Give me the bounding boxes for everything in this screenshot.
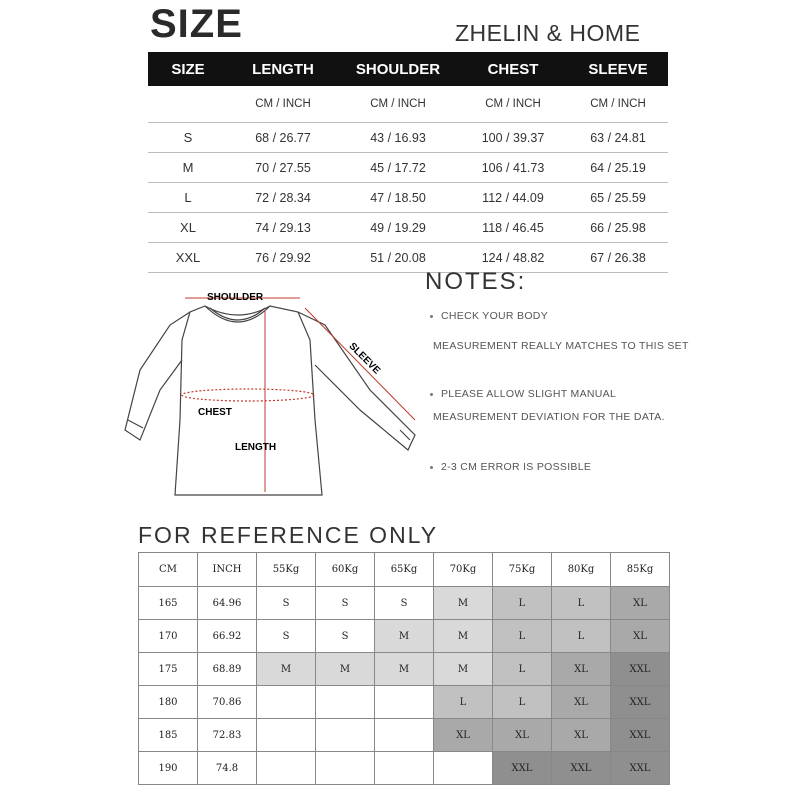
- unit-cell: CM / INCH: [228, 86, 338, 123]
- reference-row: [139, 620, 670, 653]
- size-cell: S: [148, 123, 228, 153]
- size-recommendation-cell: [316, 719, 375, 752]
- size-row: [148, 183, 668, 213]
- measurement-cell: 106 / 41.73: [458, 153, 568, 183]
- unit-cell: CM / INCH: [568, 86, 668, 123]
- size-row: [148, 243, 668, 273]
- measurement-cell: 43 / 16.93: [338, 123, 458, 153]
- measurement-cell: 66 / 25.98: [568, 213, 668, 243]
- size-recommendation-cell: XL: [434, 719, 493, 752]
- size-recommendation-cell: L: [493, 653, 552, 686]
- note-line: [433, 411, 665, 423]
- size-recommendation-cell: XXL: [611, 752, 670, 785]
- measurement-cell: 67 / 26.38: [568, 243, 668, 273]
- height-cell: 64.96: [198, 587, 257, 620]
- size-recommendation-cell: S: [375, 587, 434, 620]
- size-recommendation-cell: M: [375, 620, 434, 653]
- unit-row: [148, 86, 668, 123]
- size-recommendation-cell: XXL: [611, 719, 670, 752]
- note-line: [430, 388, 616, 400]
- shoulder-label: SHOULDER: [207, 292, 264, 303]
- size-recommendation-cell: [257, 752, 316, 785]
- reference-header-cell: CM: [139, 553, 198, 587]
- size-recommendation-cell: XL: [493, 719, 552, 752]
- size-recommendation-cell: S: [316, 620, 375, 653]
- reference-title: FOR REFERENCE ONLY: [138, 522, 439, 548]
- size-cell: XL: [148, 213, 228, 243]
- reference-header-cell: 55Kg: [257, 553, 316, 587]
- bullet-icon: [430, 466, 433, 469]
- note-text: CHECK YOUR BODY: [441, 310, 548, 322]
- height-cell: 185: [139, 719, 198, 752]
- reference-row: [139, 587, 670, 620]
- measurement-cell: 47 / 18.50: [338, 183, 458, 213]
- unit-cell: [148, 86, 228, 123]
- measurement-cell: 72 / 28.34: [228, 183, 338, 213]
- size-recommendation-cell: [316, 752, 375, 785]
- height-cell: 165: [139, 587, 198, 620]
- page-title: SIZE: [150, 2, 243, 46]
- header-chest: CHEST: [458, 52, 568, 86]
- measurement-cell: 68 / 26.77: [228, 123, 338, 153]
- size-row: [148, 213, 668, 243]
- size-recommendation-cell: L: [493, 686, 552, 719]
- header-shoulder: SHOULDER: [338, 52, 458, 86]
- size-recommendation-cell: M: [434, 587, 493, 620]
- size-recommendation-cell: XXL: [611, 653, 670, 686]
- note-text: MEASUREMENT DEVIATION FOR THE DATA.: [433, 411, 665, 423]
- reference-header-row: [139, 553, 670, 587]
- height-cell: 70.86: [198, 686, 257, 719]
- height-cell: 74.8: [198, 752, 257, 785]
- reference-table: [138, 552, 670, 785]
- size-recommendation-cell: XXL: [493, 752, 552, 785]
- size-cell: M: [148, 153, 228, 183]
- size-recommendation-cell: XL: [552, 719, 611, 752]
- measurement-cell: 124 / 48.82: [458, 243, 568, 273]
- measurement-cell: 118 / 46.45: [458, 213, 568, 243]
- header-length: LENGTH: [228, 52, 338, 86]
- reference-header-cell: 75Kg: [493, 553, 552, 587]
- brand-name: ZHELIN & HOME: [455, 20, 641, 46]
- size-recommendation-cell: [375, 752, 434, 785]
- reference-header-cell: 70Kg: [434, 553, 493, 587]
- size-recommendation-cell: S: [257, 620, 316, 653]
- size-recommendation-cell: S: [316, 587, 375, 620]
- note-text: 2-3 CM ERROR IS POSSIBLE: [441, 461, 592, 473]
- size-recommendation-cell: [257, 719, 316, 752]
- size-recommendation-cell: L: [493, 620, 552, 653]
- height-cell: 170: [139, 620, 198, 653]
- note-text: PLEASE ALLOW SLIGHT MANUAL: [441, 388, 617, 400]
- size-recommendation-cell: XXL: [552, 752, 611, 785]
- size-recommendation-cell: M: [434, 653, 493, 686]
- size-recommendation-cell: L: [552, 620, 611, 653]
- size-recommendation-cell: [316, 686, 375, 719]
- size-recommendation-cell: L: [434, 686, 493, 719]
- size-cell: XXL: [148, 243, 228, 273]
- height-cell: 175: [139, 653, 198, 686]
- height-cell: 72.83: [198, 719, 257, 752]
- note-line: [430, 310, 548, 322]
- measurement-cell: 100 / 39.37: [458, 123, 568, 153]
- reference-header-cell: 60Kg: [316, 553, 375, 587]
- size-chart-table: [148, 52, 668, 273]
- size-recommendation-cell: M: [257, 653, 316, 686]
- measurement-cell: 64 / 25.19: [568, 153, 668, 183]
- size-recommendation-cell: XXL: [611, 686, 670, 719]
- reference-row: [139, 719, 670, 752]
- size-recommendation-cell: [257, 686, 316, 719]
- length-label: LENGTH: [235, 442, 277, 453]
- chest-label: CHEST: [198, 407, 232, 418]
- size-recommendation-cell: [375, 719, 434, 752]
- height-cell: 66.92: [198, 620, 257, 653]
- reference-row: [139, 752, 670, 785]
- size-recommendation-cell: XL: [611, 587, 670, 620]
- size-recommendation-cell: L: [552, 587, 611, 620]
- reference-header-cell: 85Kg: [611, 553, 670, 587]
- measurement-cell: 63 / 24.81: [568, 123, 668, 153]
- measurement-cell: 70 / 27.55: [228, 153, 338, 183]
- measurement-cell: 45 / 17.72: [338, 153, 458, 183]
- measurement-cell: 74 / 29.13: [228, 213, 338, 243]
- height-cell: 190: [139, 752, 198, 785]
- note-line: [433, 340, 689, 352]
- measurement-cell: 49 / 19.29: [338, 213, 458, 243]
- size-recommendation-cell: M: [434, 620, 493, 653]
- size-recommendation-cell: M: [316, 653, 375, 686]
- size-chart-header-row: [148, 52, 668, 86]
- size-recommendation-cell: XL: [552, 653, 611, 686]
- measurement-cell: 65 / 25.59: [568, 183, 668, 213]
- sleeve-arrow: [305, 308, 415, 420]
- bullet-icon: [430, 393, 433, 396]
- height-cell: 68.89: [198, 653, 257, 686]
- shirt-diagram: [110, 280, 420, 510]
- size-cell: L: [148, 183, 228, 213]
- size-row: [148, 123, 668, 153]
- measurement-cell: 76 / 29.92: [228, 243, 338, 273]
- sleeve-label: SLEEVE: [346, 340, 383, 377]
- note-line: [430, 461, 591, 473]
- size-recommendation-cell: XL: [552, 686, 611, 719]
- unit-cell: CM / INCH: [458, 86, 568, 123]
- reference-header-cell: 65Kg: [375, 553, 434, 587]
- size-recommendation-cell: L: [493, 587, 552, 620]
- size-recommendation-cell: [375, 686, 434, 719]
- header-size: SIZE: [148, 52, 228, 86]
- size-recommendation-cell: M: [375, 653, 434, 686]
- size-recommendation-cell: S: [257, 587, 316, 620]
- size-recommendation-cell: [434, 752, 493, 785]
- bullet-icon: [430, 315, 433, 318]
- height-cell: 180: [139, 686, 198, 719]
- unit-cell: CM / INCH: [338, 86, 458, 123]
- reference-row: [139, 653, 670, 686]
- reference-row: [139, 686, 670, 719]
- header-sleeve: SLEEVE: [568, 52, 668, 86]
- note-text: MEASUREMENT REALLY MATCHES TO THIS SET: [433, 340, 689, 352]
- notes-title: NOTES:: [425, 268, 527, 295]
- measurement-cell: 112 / 44.09: [458, 183, 568, 213]
- measurement-cell: 51 / 20.08: [338, 243, 458, 273]
- size-recommendation-cell: XL: [611, 620, 670, 653]
- reference-header-cell: INCH: [198, 553, 257, 587]
- size-row: [148, 153, 668, 183]
- chest-ellipse: [182, 389, 314, 401]
- reference-header-cell: 80Kg: [552, 553, 611, 587]
